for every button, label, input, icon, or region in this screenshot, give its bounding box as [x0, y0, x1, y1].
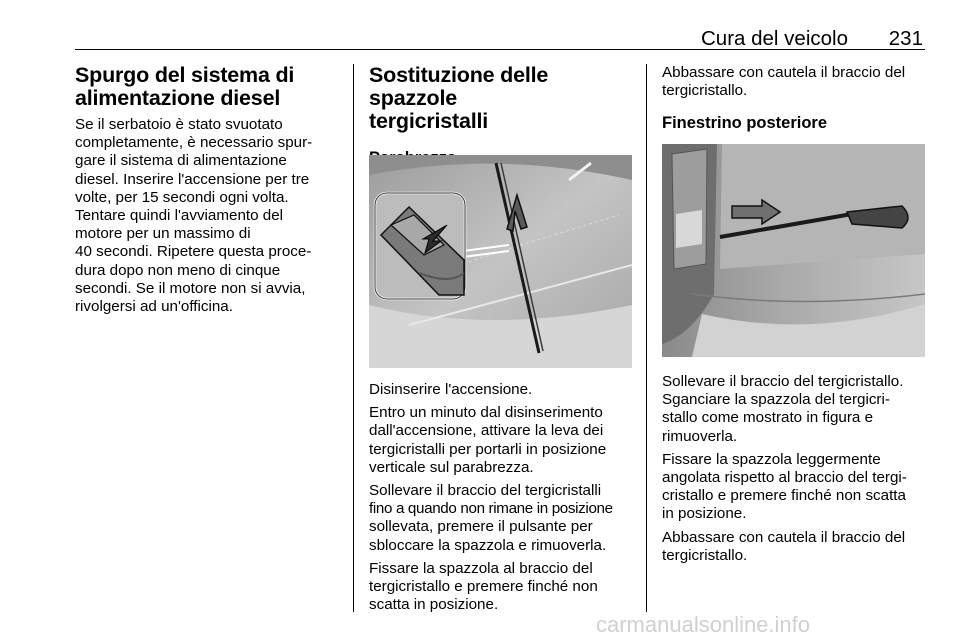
text-line: rimuoverla.: [662, 427, 738, 445]
section-title: Cura del veicolo: [701, 27, 848, 50]
text-line: Tentare quindi l'avviamento del: [75, 207, 284, 225]
column-rear-window: [662, 64, 927, 133]
text-line: verticale sul parabrezza.: [369, 458, 534, 476]
column-divider-2: [646, 64, 647, 612]
paragraph-lift-arm: [369, 482, 634, 555]
text-line: gare il sistema di alimentazione: [75, 152, 287, 170]
text-line: Abbassare con cautela il braccio del: [662, 528, 906, 546]
text-line: volte, per 15 secondi ogni volta.: [75, 188, 289, 206]
site-watermark: carmanualsonline.info: [596, 612, 811, 637]
paragraph-lift-rear-arm: [662, 373, 927, 446]
text-line: Sollevare il braccio del tergicristalli: [369, 482, 602, 500]
text-line: motore per un massimo di: [75, 225, 251, 243]
text-line: dall'accensione, attivare la leva dei: [369, 422, 604, 440]
text-line: Fissare la spazzola leggermente: [662, 450, 881, 468]
text-line: tergicristalli per portarli in posizione: [369, 440, 607, 458]
text-line: diesel. Inserire l'accensione per tre: [75, 170, 310, 188]
text-line: dura dopo non meno di cinque: [75, 261, 281, 279]
text-line: tergicristallo.: [662, 546, 748, 564]
page-header: [75, 27, 925, 50]
text-line: Entro un minuto dal disinserimento: [369, 404, 603, 422]
paragraph-attach-rear-blade: [662, 451, 927, 524]
text-line: tergicristallo e premere finché non: [369, 578, 598, 596]
paragraph-attach-blade: [369, 560, 634, 615]
text-line: stallo come mostrato in figura e: [662, 409, 874, 427]
text-line: sbloccare la spazzola e rimuoverla.: [369, 536, 607, 554]
text-line: 40 secondi. Ripetere questa proce-: [75, 243, 312, 261]
text-line: rivolgersi ad un'officina.: [75, 298, 233, 316]
heading-line: alimentazione diesel: [75, 86, 281, 110]
subheading-rear-window: Finestrino posteriore: [662, 114, 828, 133]
heading-line: Spurgo del sistema di: [75, 63, 295, 87]
text-line: Sganciare la spazzola del tergicri-: [662, 391, 890, 409]
heading-diesel-purge: [75, 64, 337, 110]
column-divider-1: [353, 64, 354, 612]
column-wiper-replacement: [369, 64, 634, 168]
paragraph-ignition-off: [369, 381, 634, 399]
paragraph-lower-arm-2: [662, 529, 927, 565]
paragraph-diesel-purge: [75, 116, 337, 316]
paragraph-lower-arm-1: [662, 64, 927, 100]
page-number: 231: [888, 27, 923, 50]
heading-line: tergicristalli: [369, 109, 489, 133]
heading-wiper-replacement: [369, 64, 634, 133]
windshield-wiper-figure: [369, 155, 632, 368]
column-diesel-purge: [75, 64, 337, 316]
text-line: fino a quando non rimane in posizione: [369, 500, 613, 518]
text-line: tergicristallo.: [662, 82, 748, 100]
text-line: scatta in posizione.: [369, 596, 499, 614]
text-line: cristallo e premere finché non scatta: [662, 487, 906, 505]
text-line: Fissare la spazzola al braccio del: [369, 559, 593, 577]
text-line: Se il serbatoio è stato svuotato: [75, 116, 283, 133]
column-wiper-text: [369, 381, 634, 614]
text-line: completamente, è necessario spur-: [75, 134, 313, 152]
text-line: secondi. Se il motore non si avvia,: [75, 279, 306, 297]
text-line: Disinserire l'accensione.: [369, 381, 533, 398]
text-line: Sollevare il braccio del tergicristallo.: [662, 373, 904, 390]
text-line: angolata rispetto al braccio del tergi-: [662, 469, 907, 487]
paragraph-vertical-position: [369, 404, 634, 477]
heading-line: Sostituzione delle spazzole: [369, 63, 549, 110]
text-line: sollevata, premere il pulsante per: [369, 518, 593, 536]
rear-wiper-figure: [662, 144, 925, 357]
text-line: in posizione.: [662, 505, 747, 523]
text-line: Abbassare con cautela il braccio del: [662, 64, 906, 81]
column-rear-window-text: [662, 373, 927, 565]
